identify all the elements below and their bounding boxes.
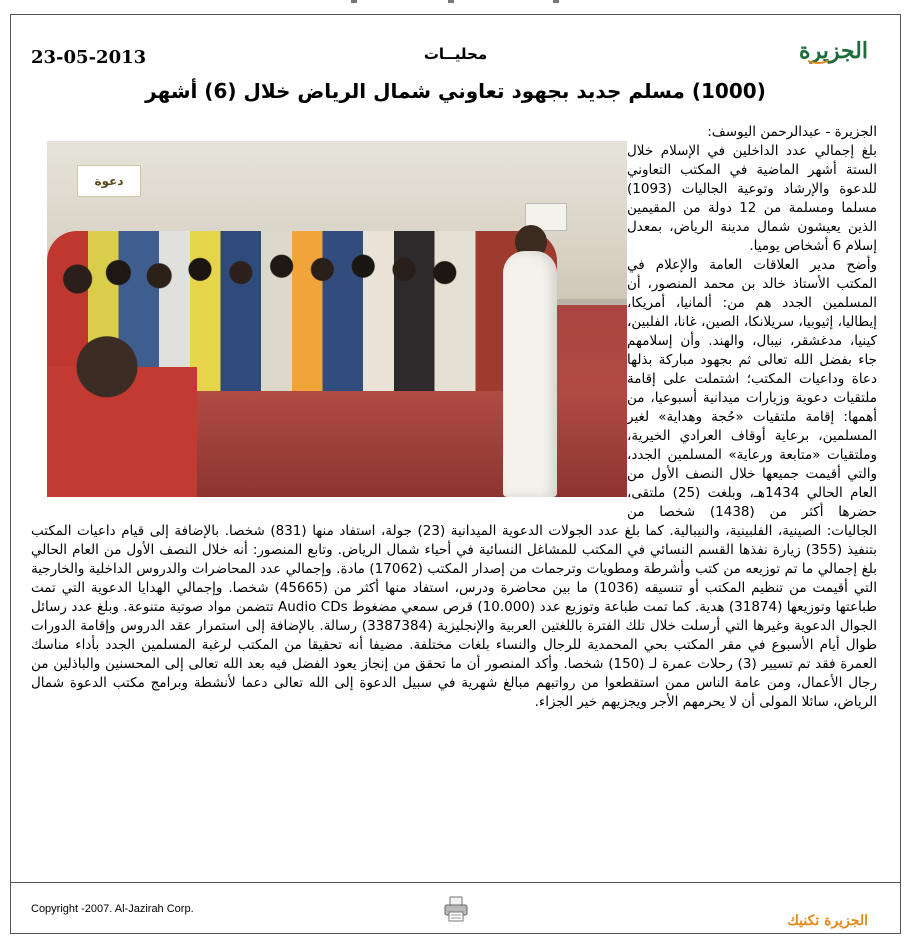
logo-text: الجزيرة (799, 38, 868, 64)
copyright-text: Copyright -2007. Al-Jazirah Corp. (31, 903, 194, 915)
section-title: محليــات (423, 45, 488, 63)
footer-logo-text: الجزيرة تكنيك (787, 913, 868, 929)
print-icon[interactable] (443, 895, 469, 923)
top-tick-right (553, 0, 559, 3)
article-paragraph-2: وأضح مدير العلاقات العامة والإعلام في المكتب الأستاذ خالد بن محمد المنصور، أن المسلمين الجدد هم من: ألمانيا، أمريكا، إيطاليا، إثيوبيا، سريلانكا، الصين، غانا، الفلبين، كينيا، مدغشقر، نيبال، والهند. وأن إسلامهم جاء بفضل الله تعالى ثم بجهود مباركة بذلها دعاة وداعيات المكتب؛ اشتملت على إقامة ملتقيات دعوية وزيارات ميدانية أسبوعيا، من أهمها: إقامة ملتقيات «حُجة وهداية» لغير المسلمين، برعاية أوقاف العرادي الخيرية، وملتقيات «متابعة ورعاية» المسلمين الجدد، والتي أقيمت جميعها خلال النصف الأول من العام الحالي 1434هـ، وبلغت (25) ملتقى، حضرها أكثر من (1438) شخصا من الجاليات: الصينية، الفلبينية، والنيبالية. كما بلغ عدد الجولات الدعوية الميدانية (23) جولة، استفاد منها (831) شخصا. بالإضافة إلى قيام داعيات المكتب بتنفيذ (355) زيارة نفذها القسم النسائي في المكتب للمشاغل النسائية في أحياء شمال الرياض. وتابع المنصور: أنه خلال النصف الأول من العام الحالي بلغ إجمالي ما تم توزيعه من كتب وأشرطة ومطويات وترجمات من إصدار المكتب (17062) مادة. وإجمالي عدد المحاضرات والدروس الداخلية والخارجية التي أقيمت من تنظيم المكتب أو تنسيقه (1036) ما بين محاضرة ودرس، استفاد منها أكثر من (45665) شخصا. وإجمالي الهدايا الدعوية التي تمت طباعتها وتوزيعها (31874) هدية. كما تمت طباعة وتوزيع عدد (10.000) قرص سمعي مضغوط Audio CDs تتضمن مواد صوتية متنوعة. وبلغ عدد رسائل الجوال الدعوية وغيرها التي أرسلت خلال تلك الفترة باللغتين العربية والإنجليزية (3387384) رسالة. بالإضافة إلى استمرار عقد الدروس وإقامة الدورات طوال أيام الأسبوع في مقر المكتب بحي المحمدية للرجال والنساء بلغات مختلفة. مضيفا أنه تحقيقا من المكتب لرغبة المسلمين الجدد بأداء مناسك العمرة فقد تم تسيير (3) رحلات عمرة لـ (150) شخصا. وأكد المنصور أن ما تحقق من إنجاز يعود الفضل فيه بعد الله تعالى إلى المحسنين والباذلين من رجال الأعمال، ومن عامة الناس ممن استقطعوا من رواتبهم مبالغ شهرية في سبيل الدعوة إلى الله تعالى دعما لأنشطة وبرامج مكتب الدعوة شمال الرياض، سائلا المولى أن لا يحرمهم الأجر ويجزيهم خير الجزاء. (31, 257, 877, 710)
article-headline: (1000) مسلم جديد بجهود تعاوني شمال الرياض خلال (6) أشهر (145, 79, 766, 103)
top-tick-mid (448, 0, 454, 3)
article-byline: الجزيرة - عبدالرحمن اليوسف: (707, 124, 877, 140)
footer-divider (11, 882, 900, 883)
photo-foreground-person (47, 311, 197, 497)
al-jazirah-logo (798, 31, 870, 67)
page-header (11, 29, 900, 67)
article-body (31, 123, 877, 853)
article-paragraph-1: بلغ إجمالي عدد الداخلين في الإسلام خلال الستة أشهر الماضية في المكتب التعاوني للدعوة والإرشاد وتوعية الجاليات (1093) مسلما ومسلمة من 12 دولة من المقيمين الذين يعيشون شمال مدينة الرياض، بمعدل إسلام 6 أشخاص يوميا. (627, 143, 877, 254)
article-photo (47, 141, 627, 497)
article-frame (10, 14, 901, 934)
photo-sign: دعوة (77, 165, 141, 197)
article-date: 23-05-2013 (31, 47, 147, 68)
footer-logo (786, 905, 870, 933)
top-tick-left (351, 0, 357, 3)
photo-speaker (503, 251, 557, 497)
